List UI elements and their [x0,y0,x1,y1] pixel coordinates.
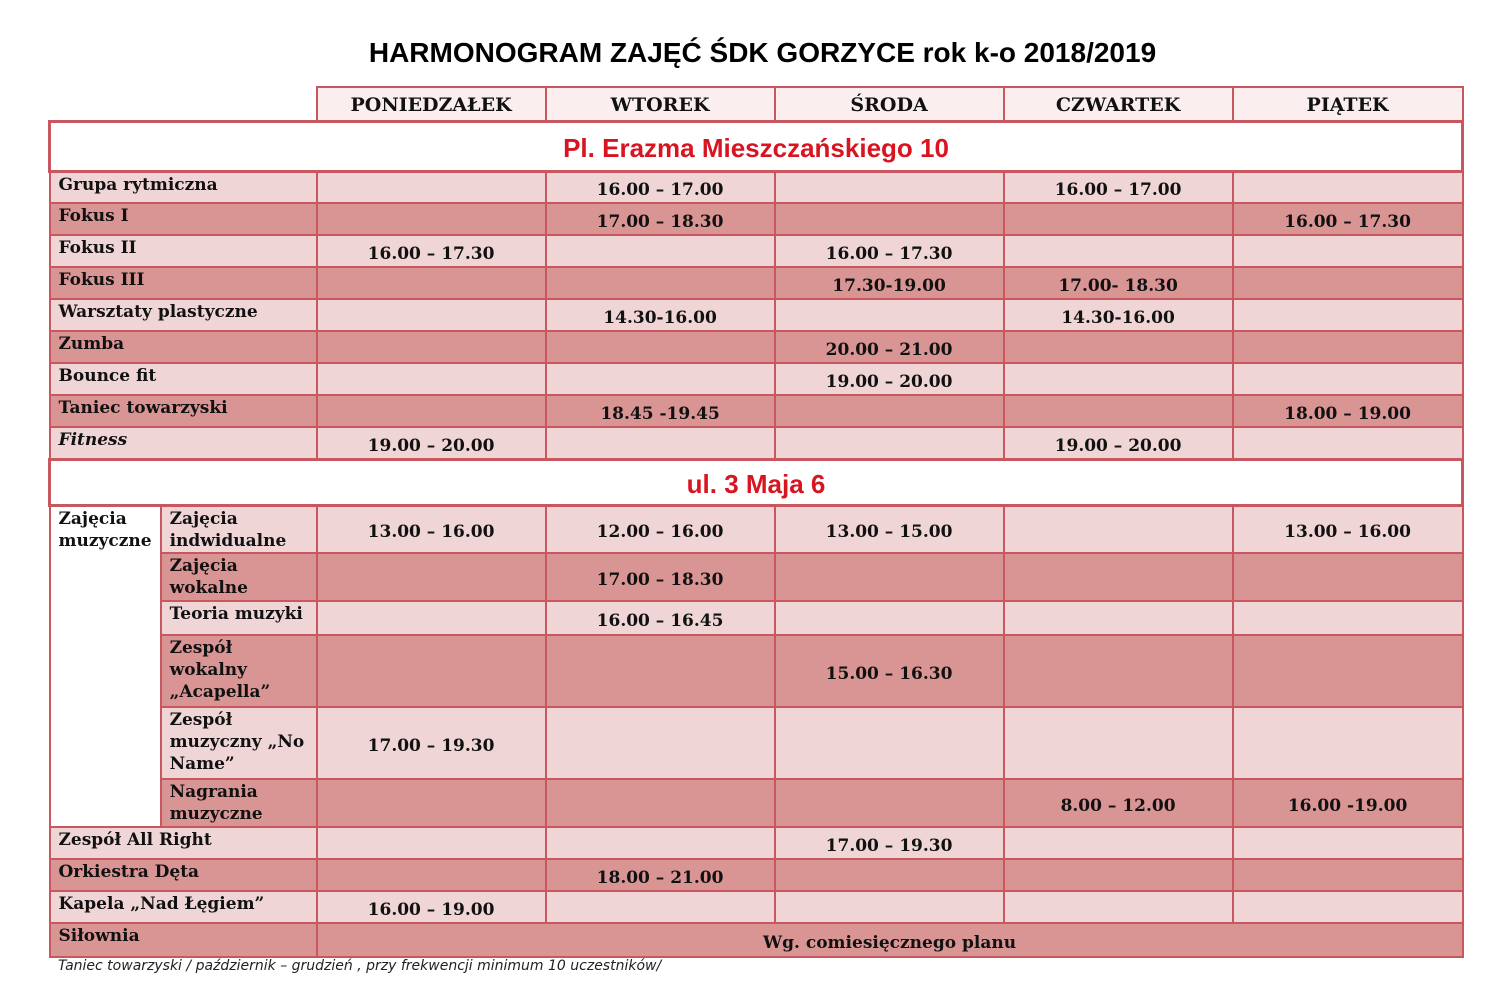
time-cell [775,891,1004,923]
day-header: CZWARTEK [1004,87,1233,121]
page-title: HARMONOGRAM ZAJĘĆ ŚDK GORZYCE rok k-o 2018/2019 [368,37,1157,68]
time-cell [317,859,546,891]
time-cell [546,363,775,395]
activity-label: Fokus II [50,235,317,267]
time-cell [775,553,1004,601]
time-cell [317,779,546,827]
time-cell [1004,363,1233,395]
time-cell: 12.00 – 16.00 [546,505,775,553]
day-header: ŚRODA [775,87,1004,121]
time-cell [317,395,546,427]
time-cell [546,707,775,779]
time-cell [546,427,775,459]
time-cell [1233,707,1463,779]
activity-label: Zespół All Right [50,827,317,859]
time-cell [1233,171,1463,203]
time-cell [1004,635,1233,707]
table-row [50,891,1463,923]
time-cell [775,203,1004,235]
activity-label: Teoria muzyki [161,601,317,635]
time-cell: 16.00 – 19.00 [317,891,546,923]
activity-label: Kapela „Nad Łęgiem” [50,891,317,923]
time-cell: 8.00 – 12.00 [1004,779,1233,827]
activity-label: Nagrania muzyczne [161,779,317,827]
time-cell [1004,707,1233,779]
time-cell: 15.00 – 16.30 [775,635,1004,707]
activity-label: Zajęcia wokalne [161,553,317,601]
time-cell [1004,235,1233,267]
time-cell: 16.00 – 17.30 [317,235,546,267]
time-cell [546,827,775,859]
time-cell: 17.00 – 18.30 [546,203,775,235]
time-cell: 16.00 – 17.00 [546,171,775,203]
table-row [50,203,1463,235]
time-cell [546,331,775,363]
time-cell [317,171,546,203]
table-row [50,235,1463,267]
time-cell: 17.00 – 19.30 [317,707,546,779]
activity-label: Taniec towarzyski [50,395,317,427]
time-cell [1004,203,1233,235]
time-cell [1233,331,1463,363]
table-row [50,395,1463,427]
time-cell [546,267,775,299]
table-row [50,427,1463,459]
corner-cell [50,87,317,121]
time-cell: 14.30-16.00 [1004,299,1233,331]
time-cell: 17.00 – 19.30 [775,827,1004,859]
table-row [50,553,1463,601]
footnote: Taniec towarzyski / październik – grudzień , przy frekwencji minimum 10 uczestników/ [58,958,662,974]
day-header: PONIEDZAŁEK [317,87,546,121]
activity-label: Zespół muzyczny „No Name” [161,707,317,779]
time-cell [317,827,546,859]
time-cell: 18.45 -19.45 [546,395,775,427]
time-cell [1233,601,1463,635]
activity-label: Grupa rytmiczna [50,171,317,203]
time-cell: 17.30-19.00 [775,267,1004,299]
time-cell [775,779,1004,827]
time-cell [1233,635,1463,707]
time-cell: 13.00 – 15.00 [775,505,1004,553]
time-cell [1233,427,1463,459]
activity-label: Siłownia [50,923,317,957]
time-cell [775,171,1004,203]
time-cell [317,363,546,395]
activity-label: Zumba [50,331,317,363]
table-row [50,505,1463,553]
table-row [50,601,1463,635]
time-cell [1233,859,1463,891]
activity-label: Zespół wokalny „Acapella” [161,635,317,707]
time-cell [317,203,546,235]
time-cell [775,395,1004,427]
time-cell [317,601,546,635]
time-cell [317,267,546,299]
time-cell [775,859,1004,891]
activity-label: Zajęcia indwidualne [161,505,317,553]
time-cell: 18.00 – 21.00 [546,859,775,891]
activity-label: Warsztaty plastyczne [50,299,317,331]
table-row [50,267,1463,299]
time-cell [1004,395,1233,427]
time-cell [1004,827,1233,859]
time-cell [546,779,775,827]
time-cell: 19.00 – 20.00 [317,427,546,459]
time-cell: 13.00 – 16.00 [317,505,546,553]
time-cell [1233,267,1463,299]
time-cell [1004,331,1233,363]
schedule-table [48,86,1464,958]
table-row [50,331,1463,363]
time-cell: 17.00 – 18.30 [546,553,775,601]
time-cell [317,635,546,707]
time-cell [775,707,1004,779]
time-cell: 18.00 – 19.00 [1233,395,1463,427]
time-cell [1004,553,1233,601]
time-cell [775,299,1004,331]
time-cell: 13.00 – 16.00 [1233,505,1463,553]
table-row [50,827,1463,859]
header-row [50,87,1463,121]
music-group-label: Zajęcia muzyczne [50,505,161,827]
time-cell [1233,363,1463,395]
time-cell [317,553,546,601]
time-cell [1233,827,1463,859]
activity-label: Fitness [50,427,317,459]
time-cell: 16.00 -19.00 [1233,779,1463,827]
time-cell [546,635,775,707]
time-cell: 19.00 – 20.00 [775,363,1004,395]
activity-label: Fokus III [50,267,317,299]
time-cell [546,235,775,267]
time-cell: 19.00 – 20.00 [1004,427,1233,459]
table-row [50,859,1463,891]
time-cell [1004,891,1233,923]
time-cell [317,331,546,363]
time-cell: 20.00 – 21.00 [775,331,1004,363]
location-heading: ul. 3 Maja 6 [50,459,1463,505]
time-cell [1004,859,1233,891]
table-row [50,707,1463,779]
time-cell [317,299,546,331]
table-row [50,363,1463,395]
time-cell: Wg. comiesięcznego planu [317,923,1463,957]
time-cell: 16.00 – 17.30 [1233,203,1463,235]
table-row [50,299,1463,331]
time-cell: 14.30-16.00 [546,299,775,331]
location-heading: Pl. Erazma Mieszczańskiego 10 [50,121,1463,171]
time-cell [1004,601,1233,635]
activity-label: Fokus I [50,203,317,235]
time-cell [775,601,1004,635]
time-cell [1233,235,1463,267]
activity-label: Bounce fit [50,363,317,395]
table-row [50,171,1463,203]
time-cell [1233,553,1463,601]
day-header: PIĄTEK [1233,87,1463,121]
time-cell [775,427,1004,459]
table-row [50,923,1463,957]
time-cell: 16.00 – 17.00 [1004,171,1233,203]
table-row [50,635,1463,707]
time-cell [546,891,775,923]
table-row [50,779,1463,827]
time-cell [1233,891,1463,923]
time-cell: 16.00 – 16.45 [546,601,775,635]
time-cell: 17.00- 18.30 [1004,267,1233,299]
time-cell [1233,299,1463,331]
time-cell: 16.00 – 17.30 [775,235,1004,267]
day-header: WTOREK [546,87,775,121]
time-cell [1004,505,1233,553]
activity-label: Orkiestra Dęta [50,859,317,891]
